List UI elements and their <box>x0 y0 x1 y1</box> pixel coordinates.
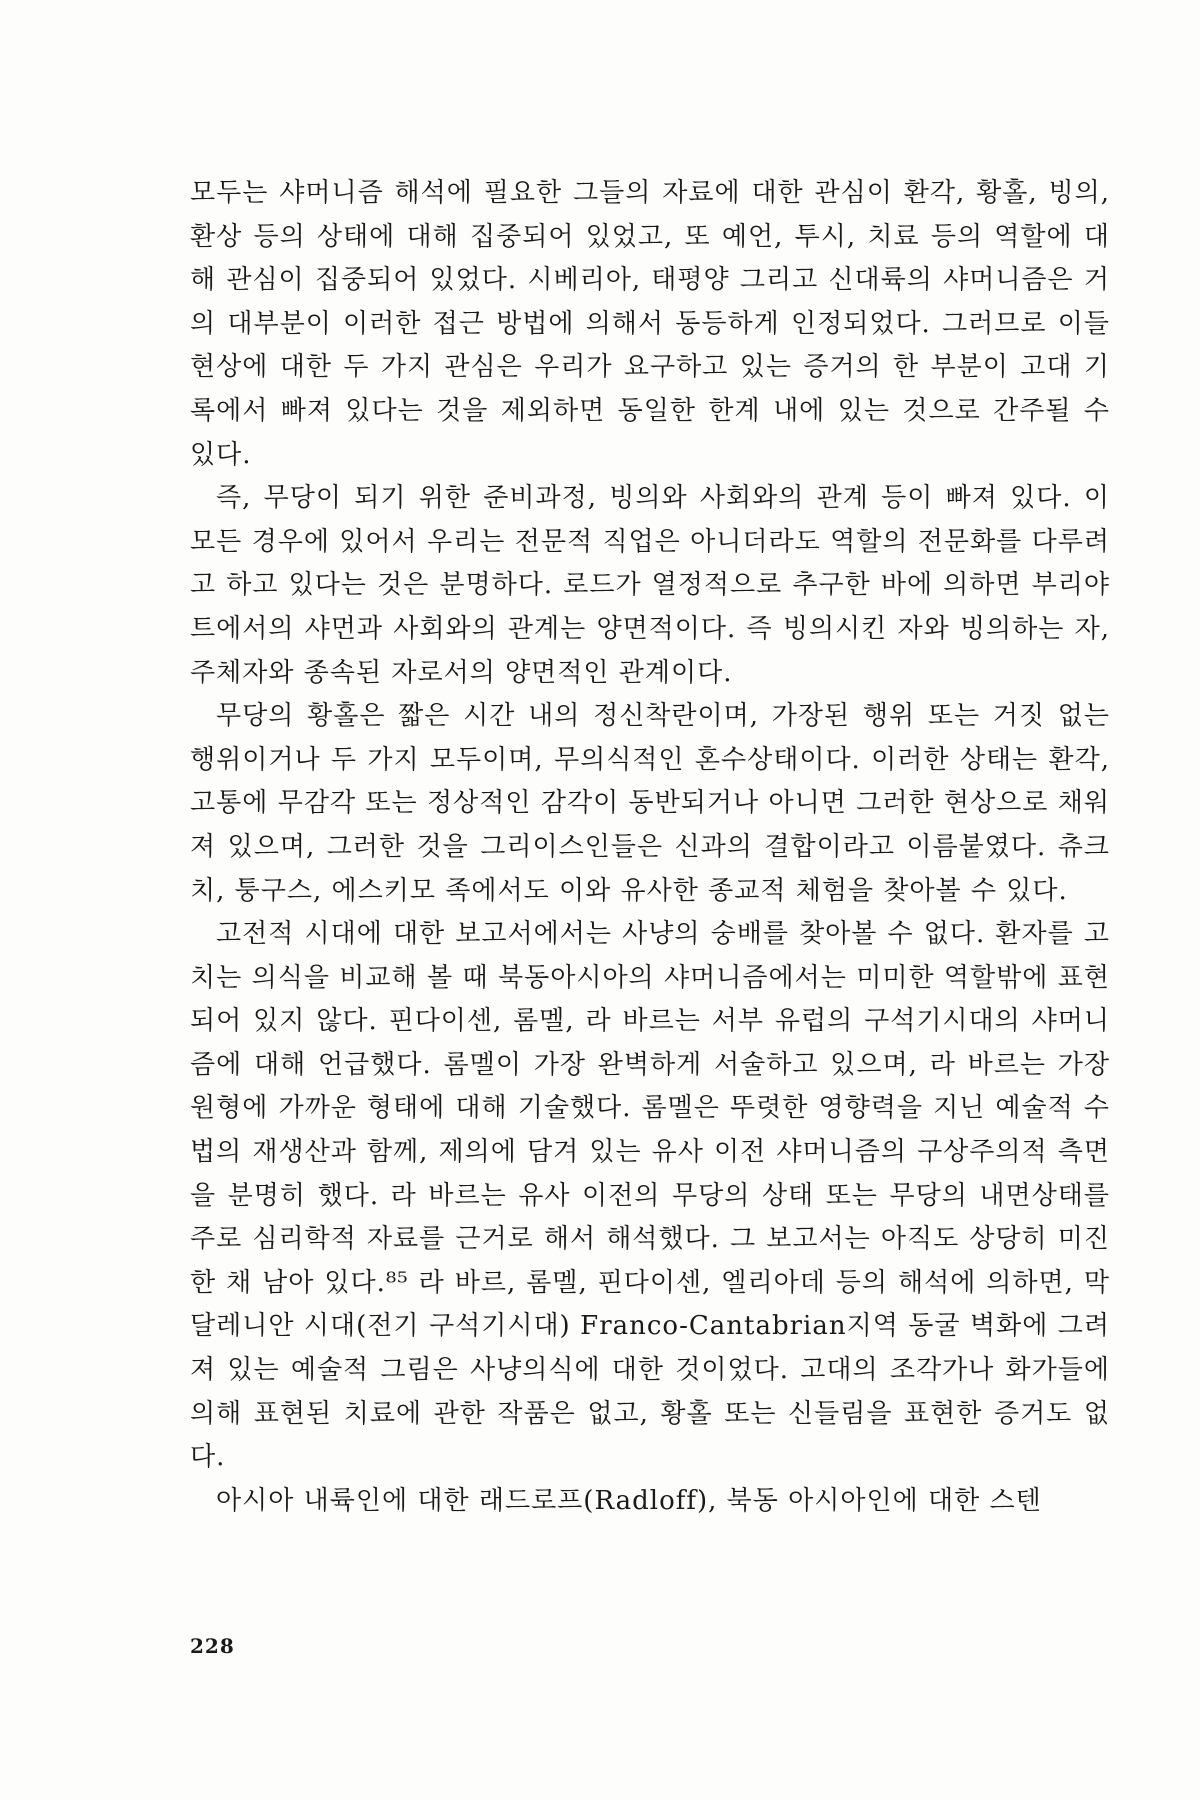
paragraph-1: 모두는 샤머니즘 해석에 필요한 그들의 자료에 대한 관심이 환각, 황홀, 빙의, 환상 등의 상태에 대해 집중되어 있었고, 또 예언, 투시, 치료 등의 역할에 대해 관심이 집중되어 있었다. 시베리아, 태평양 그리고 신대륙의 샤머니즘은 거의 대부분이 이러한 접근 방법에 의해서 동등하게 인정되었다. 그러므로 이들 현상에 대한 두 가지 관심은 우리가 요구하고 있는 증거의 한 부분이 고대 기록에서 빠져 있다는 것을 제외하면 동일한 한계 내에 있는 것으로 간주될 수 있다. <box>190 178 1110 470</box>
paragraph-3: 무당의 황홀은 짧은 시간 내의 정신착란이며, 가장된 행위 또는 거짓 없는 행위이거나 두 가지 모두이며, 무의식적인 혼수상태이다. 이러한 상태는 환각, 고통에 무감각 또는 정상적인 감각이 동반되거나 아니면 그러한 현상으로 채워져 있으며, 그러한 것을 그리이스인들은 신과의 결합이라고 이름붙였다. 츄크치, 퉁구스, 에스키모 족에서도 이와 유사한 종교적 체험을 찾아볼 수 있다. <box>190 701 1110 906</box>
body-text <box>190 172 1110 1523</box>
page-number: 228 <box>190 1634 235 1658</box>
paragraph-2: 즉, 무당이 되기 위한 준비과정, 빙의와 사회와의 관계 등이 빠져 있다. 이 모든 경우에 있어서 우리는 전문적 직업은 아니더라도 역할의 전문화를 다루려고 하고 있다는 것은 분명하다. 로드가 열정적으로 추구한 바에 의하면 부리야트에서의 샤먼과 사회와의 관계는 양면적이다. 즉 빙의시킨 자와 빙의하는 자, 주체자와 종속된 자로서의 양면적인 관계이다. <box>190 483 1110 688</box>
paragraph-4: 고전적 시대에 대한 보고서에서는 사냥의 숭배를 찾아볼 수 없다. 환자를 고치는 의식을 비교해 볼 때 북동아시아의 샤머니즘에서는 미미한 역할밖에 표현되어 있지 않다. 핀다이센, 롬멜, 라 바르는 서부 유럽의 구석기시대의 샤머니즘에 대해 언급했다. 롬멜이 가장 완벽하게 서술하고 있으며, 라 바르는 가장 원형에 가까운 형태에 대해 기술했다. 롬멜은 뚜렷한 영향력을 지닌 예술적 수법의 재생산과 함께, 제의에 담겨 있는 유사 이전 샤머니즘의 구상주의적 측면을 분명히 했다. 라 바르는 유사 이전의 무당의 상태 또는 무당의 내면상태를 주로 심리학적 자료를 근거로 해서 해석했다. 그 보고서는 아직도 상당히 미진한 채 남아 있다.⁸⁵ 라 바르, 롬멜, 핀다이센, 엘리아데 등의 해석에 의하면, 막달레니안 시대(전기 구석기시대) Franco-Cantabrian지역 동굴 벽화에 그려져 있는 예술적 그림은 사냥의식에 대한 것이었다. 고대의 조각가나 화가들에 의해 표현된 치료에 관한 작품은 없고, 황홀 또는 신들림을 표현한 증거도 없다. <box>190 919 1110 1473</box>
paragraph-5: 아시아 내륙인에 대한 래드로프(Radloff), 북동 아시아인에 대한 스텐 <box>216 1485 1042 1516</box>
